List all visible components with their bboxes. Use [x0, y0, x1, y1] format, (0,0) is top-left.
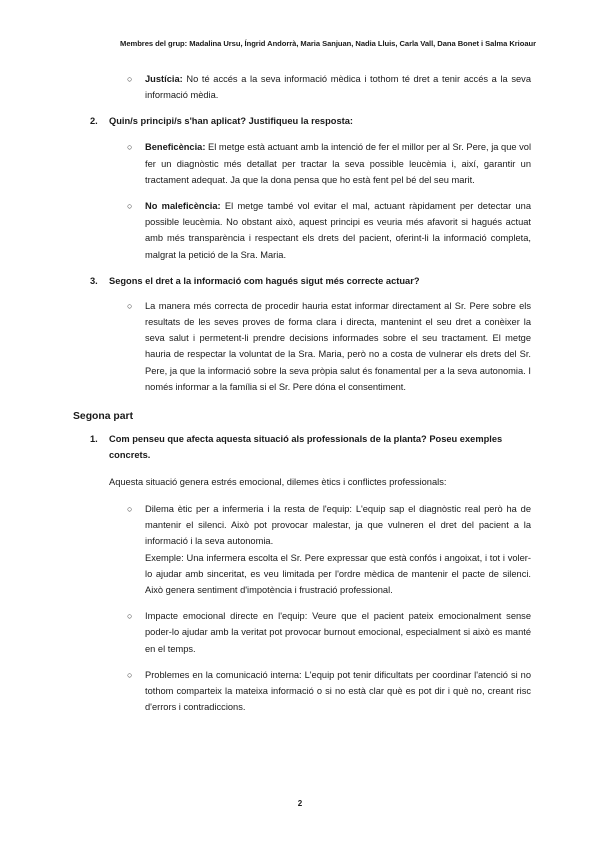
list-item-justicia [109, 71, 531, 103]
problemes-text: Problemes en la comunicació interna: L'equip pot tenir dificultats per coordinar l'atenció si no tothom comparteix la mateixa informació o si no està clar què es pot dir i què no, creant risc d'errors i contradiccions. [145, 669, 531, 713]
dilema-text: Dilema ètic per a infermeria i la resta de l'equip: L'equip sap el diagnòstic real però ha de mantenir el silenci. Això pot provocar malestar, ja que vulneren el dret del pacient a la informació i la seva autonomia. [145, 504, 531, 547]
list-item-no-maleficencia [109, 198, 531, 263]
page-number: 2 [297, 799, 303, 808]
answer-text: La manera més correcta de procedir hauria estat informar directament al Sr. Pere sobre els resultats de les seves proves de forma clara i directa, mantenint el seu dret a conèixer la seva salut i permetent-li prendre decisions informades sobre el seu tractament. El metge hauria de respectar la voluntat de la Sra. Maria, però no a costa de vulnerar els drets del Sr. Pere, ja que la informació sobre la seva pròpia salut és fonamental per a la seva autonomia. I només informar a la família si el Sr. Pere dóna el consentiment. [145, 300, 531, 392]
impacte-text: Impacte emocional directe en l'equip: Veure que el pacient pateix emocionalment sense poder-lo ajudar amb la veritat pot provocar burnout emocional, especialment si això es manté en el temps. [145, 611, 531, 654]
document-body [73, 71, 531, 715]
text-beneficencia: El metge està actuant amb la intenció de fer el millor per al Sr. Pere, ja que vol fer un diagnòstic més detallat per tractar la seva possible leucèmia i, així, garantir un tractament adequat. Ja que la dona pensa que ho està fent pel bé del seu marit. [145, 142, 532, 185]
bullet-icon: ○ [127, 611, 133, 622]
list-item-impacte [109, 608, 531, 657]
bullet-icon: ○ [127, 300, 133, 311]
text-justicia: No té accés a la seva informació mèdica i tothom té dret a tenir accés a la seva informació mèdia. [145, 74, 531, 101]
list-item-problemes [109, 667, 531, 716]
text-no-maleficencia: El metge també vol evitar el mal, actuant ràpidament per detectar una possible leucèmia. No obstant això, aquest principi es veuria més afavorit si hagués actuat amb més transparència i respectant els drets del pacient, oferint-li la informació completa, malgrat la petició de la Sra. Maria. [145, 201, 531, 260]
bullet-icon: ○ [127, 504, 133, 515]
bullet-icon: ○ [127, 669, 133, 680]
question-text: Segons el dret a la informació com hagués sigut més correcte actuar? [109, 275, 420, 286]
bullet-icon: ○ [127, 142, 133, 153]
question-number: 2. [90, 116, 98, 127]
page-header: Membres del grup: Madalina Ursu, Íngrid Andorrà, Maria Sanjuan, Nadia Lluis, Carla Vall, Dana Bonet i Salma Krioaur [120, 39, 536, 48]
question-s1 [73, 431, 531, 463]
dilema-example: Exemple: Una infermera escolta el Sr. Pere expressar que està confós i angoixat, i tot i voler-lo ajudar amb sinceritat, es veu limitada per l'ordre mèdica de mantenir el pacte de silenci. Això genera sentiment d'impotència i frustració professional. [145, 552, 531, 596]
intro-text: Aquesta situació genera estrés emocional, dilemes ètics i conflictes professionals: [109, 477, 447, 488]
question-3 [73, 273, 531, 289]
question-text: Com penseu que afecta aquesta situació als professionals de la planta? Poseu exemples concrets. [109, 434, 503, 461]
section-title: Segona part [73, 411, 134, 423]
bullet-icon: ○ [127, 74, 133, 84]
bullet-icon: ○ [127, 201, 133, 212]
term-no-maleficencia: No maleficència: [145, 201, 221, 212]
question-text: Quin/s principi/s s'han aplicat? Justifiqueu la resposta: [109, 116, 353, 127]
list-item-beneficencia [109, 139, 531, 188]
question-number: 3. [90, 275, 98, 286]
list-item-dilema [109, 501, 531, 598]
question-2 [73, 113, 531, 129]
term-justicia: Justícia: [145, 74, 183, 84]
question-number: 1. [90, 434, 98, 445]
list-item-answer-3 [109, 298, 531, 395]
term-beneficencia: Beneficència: [145, 142, 206, 153]
